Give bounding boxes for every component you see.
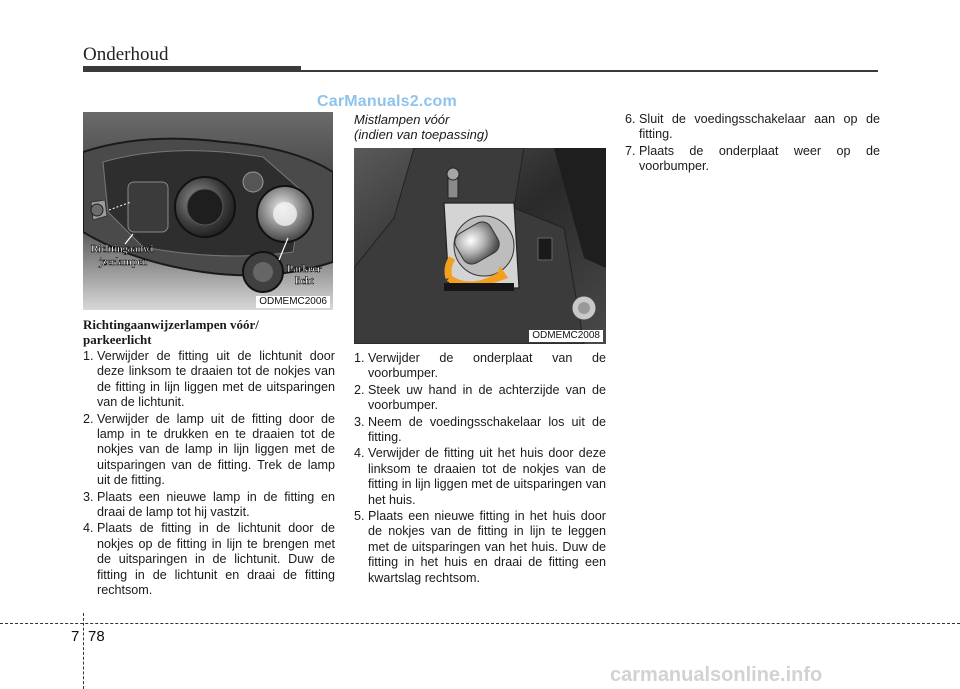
label-park-line2: licht (295, 276, 314, 287)
section-title: Richtingaanwijzerlampen vóór/ parkeerlicht (83, 317, 259, 347)
list-item: 1. Verwijder de fitting uit de lichtunit door deze linksom te draaien tot de nokjes van de fitting in lijn liggen met de uitsparingen van de lichtunit. (83, 349, 335, 410)
figure-foglamp (354, 148, 606, 344)
column-1 (83, 112, 335, 600)
foglamp-illustration (354, 148, 606, 344)
column-3 (625, 112, 880, 176)
figure-code: ODMEMC2006 (256, 296, 330, 308)
figure-headlamp (83, 112, 333, 310)
list-item: 1. Verwijder de onderplaat van de voorbumper. (354, 351, 606, 381)
footer-divider (0, 623, 960, 624)
list-item: 3. Neem de voedingsschakelaar los uit de fitting. (354, 414, 606, 445)
watermark-top: CarManuals2.com (317, 93, 457, 110)
label-turn-line2: jzerlampen (99, 257, 148, 268)
chapter-number: 7 (71, 628, 80, 645)
label-turn-line1: Richtingaanwi (91, 244, 154, 255)
list-item: 4. Plaats de fitting in de lichtunit door de nokjes op de fitting in lijn te brengen met de uitsparingen in de lichtunit. Duw de fitting in de lichtunit en draai de fitting rechtsom. (83, 521, 335, 598)
page-number: 78 (88, 628, 105, 645)
column-2 (354, 112, 606, 587)
instruction-list (354, 351, 606, 586)
label-park-line1: Parkeer (287, 264, 322, 275)
instruction-list (83, 349, 335, 599)
headlamp-illustration (83, 112, 333, 310)
list-item: 7. Plaats de onderplaat weer op de voorbumper. (625, 143, 880, 174)
instruction-list (625, 112, 880, 175)
list-item: 4. Verwijder de fitting uit het huis door deze linksom te draaien tot de nokjes van de fitting in lijn liggen met de uitsparingen van het huis. (354, 446, 606, 507)
list-item: 3. Plaats een nieuwe lamp in de fitting en draai de lamp tot hij vastzit. (83, 489, 335, 520)
header-rule-thick (83, 66, 301, 72)
list-item: 6. Sluit de voedingsschakelaar aan op de fitting. (625, 112, 880, 142)
footer-vertical-divider (83, 613, 84, 689)
watermark-bottom: carmanualsonline.info (610, 664, 823, 686)
list-item: 2. Verwijder de lamp uit de fitting door de lamp in te drukken en te draaien tot de nokjes van de lamp in lijn liggen met de uitsparingen van de fitting. Trek de lamp uit de fitting. (83, 411, 335, 488)
header-rule-thin (301, 70, 878, 72)
list-item: 2. Steek uw hand in de achterzijde van de voorbumper. (354, 382, 606, 413)
figure-code: ODMEMC2008 (529, 330, 603, 342)
list-item: 5. Plaats een nieuwe fitting in het huis door de nokjes van de fitting in lijn te leggen met de uitsparingen van het huis. Duw de fitting in het huis en draai de fitting een kwartslag rechtsom. (354, 509, 606, 585)
page-header-title: Onderhoud (83, 44, 169, 65)
section-title: Mistlampen vóór (indien van toepassing) (354, 112, 489, 142)
